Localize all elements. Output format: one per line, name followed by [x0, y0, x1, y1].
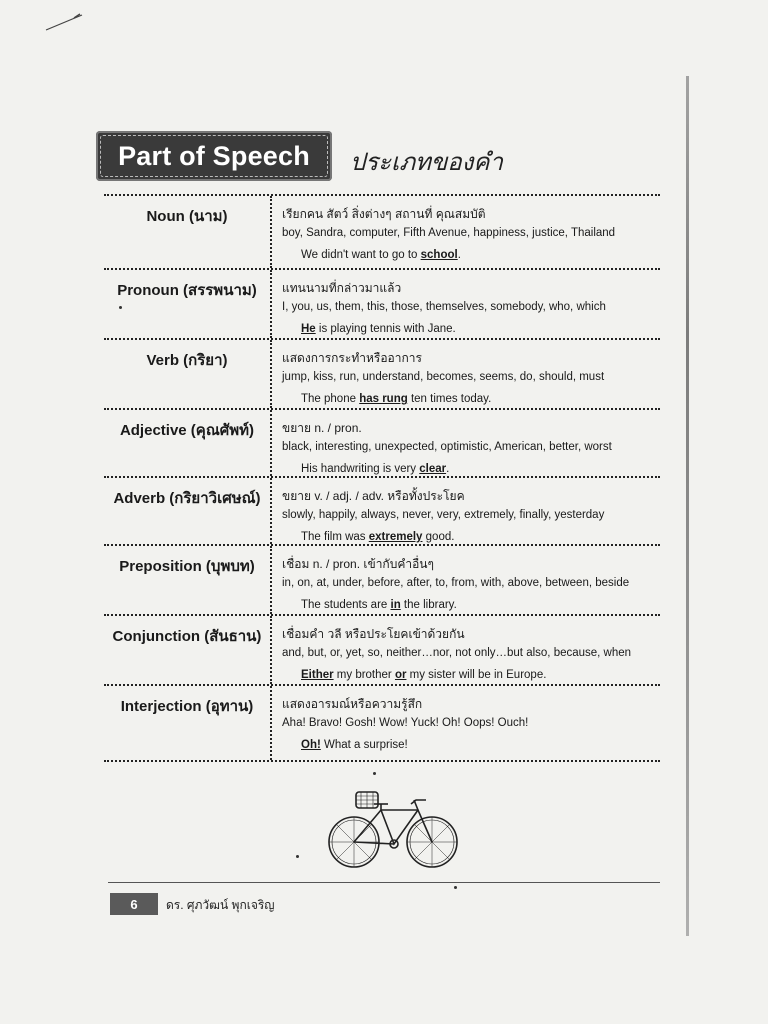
highlighted-word: in — [390, 599, 401, 611]
term-label: Noun (นาม) — [146, 208, 228, 225]
thai-meaning: แสดงอารมณ์หรือความรู้สึก — [282, 697, 423, 711]
thai-meaning: เชื่อมคำ วลี หรือประโยคเข้าด้วยกัน — [282, 627, 465, 641]
highlighted-word: clear — [419, 463, 447, 475]
example-words: in, on, at, under, before, after, to, from, with, above, between, beside — [282, 577, 630, 589]
sentence-fragment: the library. — [400, 599, 457, 611]
scan-edge-shadow — [686, 76, 689, 936]
sentence-fragment: is playing tennis with Jane. — [315, 323, 456, 335]
definition-cell — [270, 478, 660, 544]
highlighted-word: Either — [301, 669, 334, 681]
term-label: Preposition (บุพบท) — [119, 558, 255, 575]
thai-meaning: ขยาย n. / pron. — [282, 421, 362, 435]
example-sentence — [301, 463, 449, 475]
sentence-fragment: ten times today. — [407, 393, 492, 405]
example-sentence — [301, 669, 546, 681]
bicycle-icon — [326, 782, 460, 874]
definition-cell — [270, 196, 660, 268]
definition-cell — [270, 546, 660, 614]
sentence-fragment: my brother — [333, 669, 395, 681]
term-label: Pronoun (สรรพนาม) — [117, 282, 257, 299]
definition-cell — [270, 686, 660, 760]
sentence-fragment: . — [457, 249, 461, 261]
sentence-fragment: His handwriting is very — [301, 463, 420, 475]
footer-author: ดร. ศุภวัฒน์ พุกเจริญ — [166, 898, 275, 912]
sentence-fragment: What a surprise! — [320, 739, 408, 751]
example-sentence — [301, 323, 456, 335]
parts-of-speech-table — [104, 194, 660, 762]
definition-cell — [270, 270, 660, 338]
thai-meaning: เรียกคน สัตว์ สิ่งต่างๆ สถานที่ คุณสมบัติ — [282, 207, 486, 221]
term-label: Interjection (อุทาน) — [120, 698, 254, 715]
example-sentence — [301, 249, 461, 261]
definition-cell — [270, 616, 660, 684]
thai-meaning: แสดงการกระทำหรืออาการ — [282, 351, 422, 365]
sentence-fragment: good. — [422, 531, 455, 543]
example-words: slowly, happily, always, never, very, extremely, finally, yesterday — [282, 509, 605, 521]
example-sentence — [301, 393, 491, 405]
thai-meaning: แทนนามที่กล่าวมาแล้ว — [282, 281, 402, 295]
highlighted-word: has rung — [359, 393, 408, 405]
example-words: I, you, us, them, this, those, themselves, somebody, who, which — [282, 301, 606, 313]
thai-meaning: ขยาย v. / adj. / adv. หรือทั้งประโยค — [282, 489, 465, 503]
sentence-fragment: . — [446, 463, 450, 475]
table-row — [104, 544, 660, 614]
page-number: 6 — [110, 893, 158, 915]
term-label: Conjunction (สันธาน) — [112, 628, 262, 645]
example-words: jump, kiss, run, understand, becomes, seems, do, should, must — [282, 371, 605, 383]
highlighted-word: school — [420, 249, 458, 261]
sentence-fragment: The students are — [301, 599, 391, 611]
highlighted-word: Oh! — [301, 739, 321, 751]
title-badge — [96, 131, 332, 181]
highlighted-word: or — [394, 669, 407, 681]
example-sentence — [301, 599, 457, 611]
sentence-fragment: The phone — [301, 393, 360, 405]
table-row — [104, 614, 660, 684]
table-row — [104, 194, 660, 268]
scan-dot — [454, 886, 457, 889]
example-sentence — [301, 739, 408, 751]
example-words: black, interesting, unexpected, optimistic, American, better, worst — [282, 441, 612, 453]
sentence-fragment: We didn't want to go to — [301, 249, 421, 261]
table-row — [104, 476, 660, 544]
table-row — [104, 268, 660, 338]
term-label: Adjective (คุณศัพท์) — [119, 422, 255, 439]
term-label: Adverb (กริยาวิเศษณ์) — [113, 490, 261, 507]
example-words: Aha! Bravo! Gosh! Wow! Yuck! Oh! Oops! Ouch! — [282, 717, 529, 729]
highlighted-word: He — [301, 323, 316, 335]
page-title-thai: ประเภทของคำ — [350, 148, 503, 176]
footer-rule — [108, 882, 660, 883]
scan-dot — [296, 855, 299, 858]
definition-cell — [270, 340, 660, 408]
scan-dot — [373, 772, 376, 775]
table-row — [104, 338, 660, 408]
term-label: Verb (กริยา) — [146, 352, 228, 369]
pen-mark-scribble — [44, 12, 84, 32]
sentence-fragment: my sister will be in Europe. — [406, 669, 547, 681]
example-words: boy, Sandra, computer, Fifth Avenue, happiness, justice, Thailand — [282, 227, 616, 239]
sentence-fragment: The film was — [301, 531, 369, 543]
page-title: Part of Speech — [118, 140, 310, 171]
table-row — [104, 684, 660, 762]
thai-meaning: เชื่อม n. / pron. เข้ากับคำอื่นๆ — [282, 557, 434, 571]
highlighted-word: extremely — [368, 531, 423, 543]
example-words: and, but, or, yet, so, neither…nor, not only…but also, because, when — [282, 647, 632, 659]
table-row — [104, 408, 660, 476]
definition-cell — [270, 410, 660, 476]
example-sentence — [301, 531, 454, 543]
